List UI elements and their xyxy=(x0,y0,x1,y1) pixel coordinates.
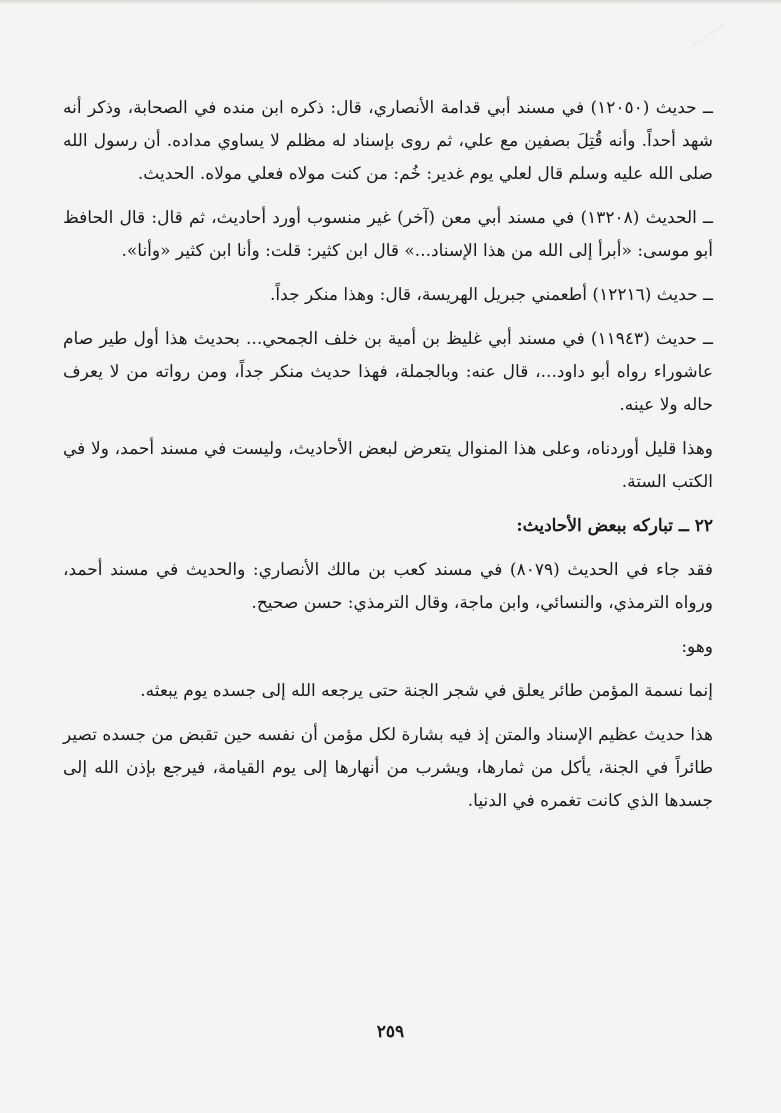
paragraph-hadith-11943: ــ حديث (١١٩٤٣) في مسند أبي غليظ بن أمية بن خلف الجمحي... بحديث هذا أول طير صام عاشوراء رواه أبو داود...، قال عنه: وبالجملة، فهذا حديث منكر جداً، ومن رواته من لا يعرف حاله ولا عينه. xyxy=(63,329,713,415)
page-number: ٢٥٩ xyxy=(376,1022,405,1042)
paragraph-hadith-8079: فقد جاء في الحديث (٨٠٧٩) في مسند كعب بن مالك الأنصاري: والحديث في مسند أحمد، ورواه الترمذي، والنسائي، وابن ماجة، وقال الترمذي: حسن صحيح. xyxy=(63,560,713,613)
scan-edge-shadow xyxy=(0,0,781,4)
section-heading: ٢٢ ــ تباركه ببعض الأحاديث: xyxy=(516,516,713,536)
page-body xyxy=(63,92,713,829)
hadith-text: إنما نسمة المؤمن طائر يعلق في شجر الجنة حتى يرجعه الله إلى جسده يوم يبعثه. xyxy=(140,681,713,701)
scan-artifact xyxy=(693,22,749,79)
paragraph-commentary: هذا حديث عظيم الإسناد والمتن إذ فيه بشارة لكل مؤمن أن نفسه حين تقبض من جسده تصير طائراً في الجنة، يأكل من ثمارها، ويشرب من أنهارها إلى يوم القيامة، فيرجع بإذن الله إلى جسدها الذي كانت تغمره في الدنيا. xyxy=(63,725,713,811)
paragraph-wahuwa: وهو: xyxy=(681,637,713,657)
paragraph-summary: وهذا قليل أوردناه، وعلى هذا المنوال يتعرض لبعض الأحاديث، وليست في مسند أحمد، ولا في الكتب الستة. xyxy=(63,439,713,492)
paragraph-hadith-13208: ــ الحديث (١٣٢٠٨) في مسند أبي معن (آخر) غير منسوب أورد أحاديث، ثم قال: قال الحافظ أبو موسى: «أبرأ إلى الله من هذا الإسناد...» قال ابن كثير: قلت: وأنا ابن كثير «وأنا». xyxy=(63,208,714,261)
paragraph-hadith-12216: ــ حديث (١٢٢١٦) أطعمني جبريل الهريسة، قال: وهذا منكر جداً. xyxy=(270,285,713,305)
paragraph-hadith-12050: ــ حديث (١٢٠٥٠) في مسند أبي قدامة الأنصاري، قال: ذكره ابن منده في الصحابة، وذكر أنه شهد أحداً. وأنه قُتِلَ بصفين مع علي، ثم روى بإسناد له مظلم لا يساوي مداده. أن رسول الله صلى الله عليه وسلم قال لعلي يوم غدير: خُم: من كنت مولاه فعلي مولاه. الحديث. xyxy=(63,98,713,184)
